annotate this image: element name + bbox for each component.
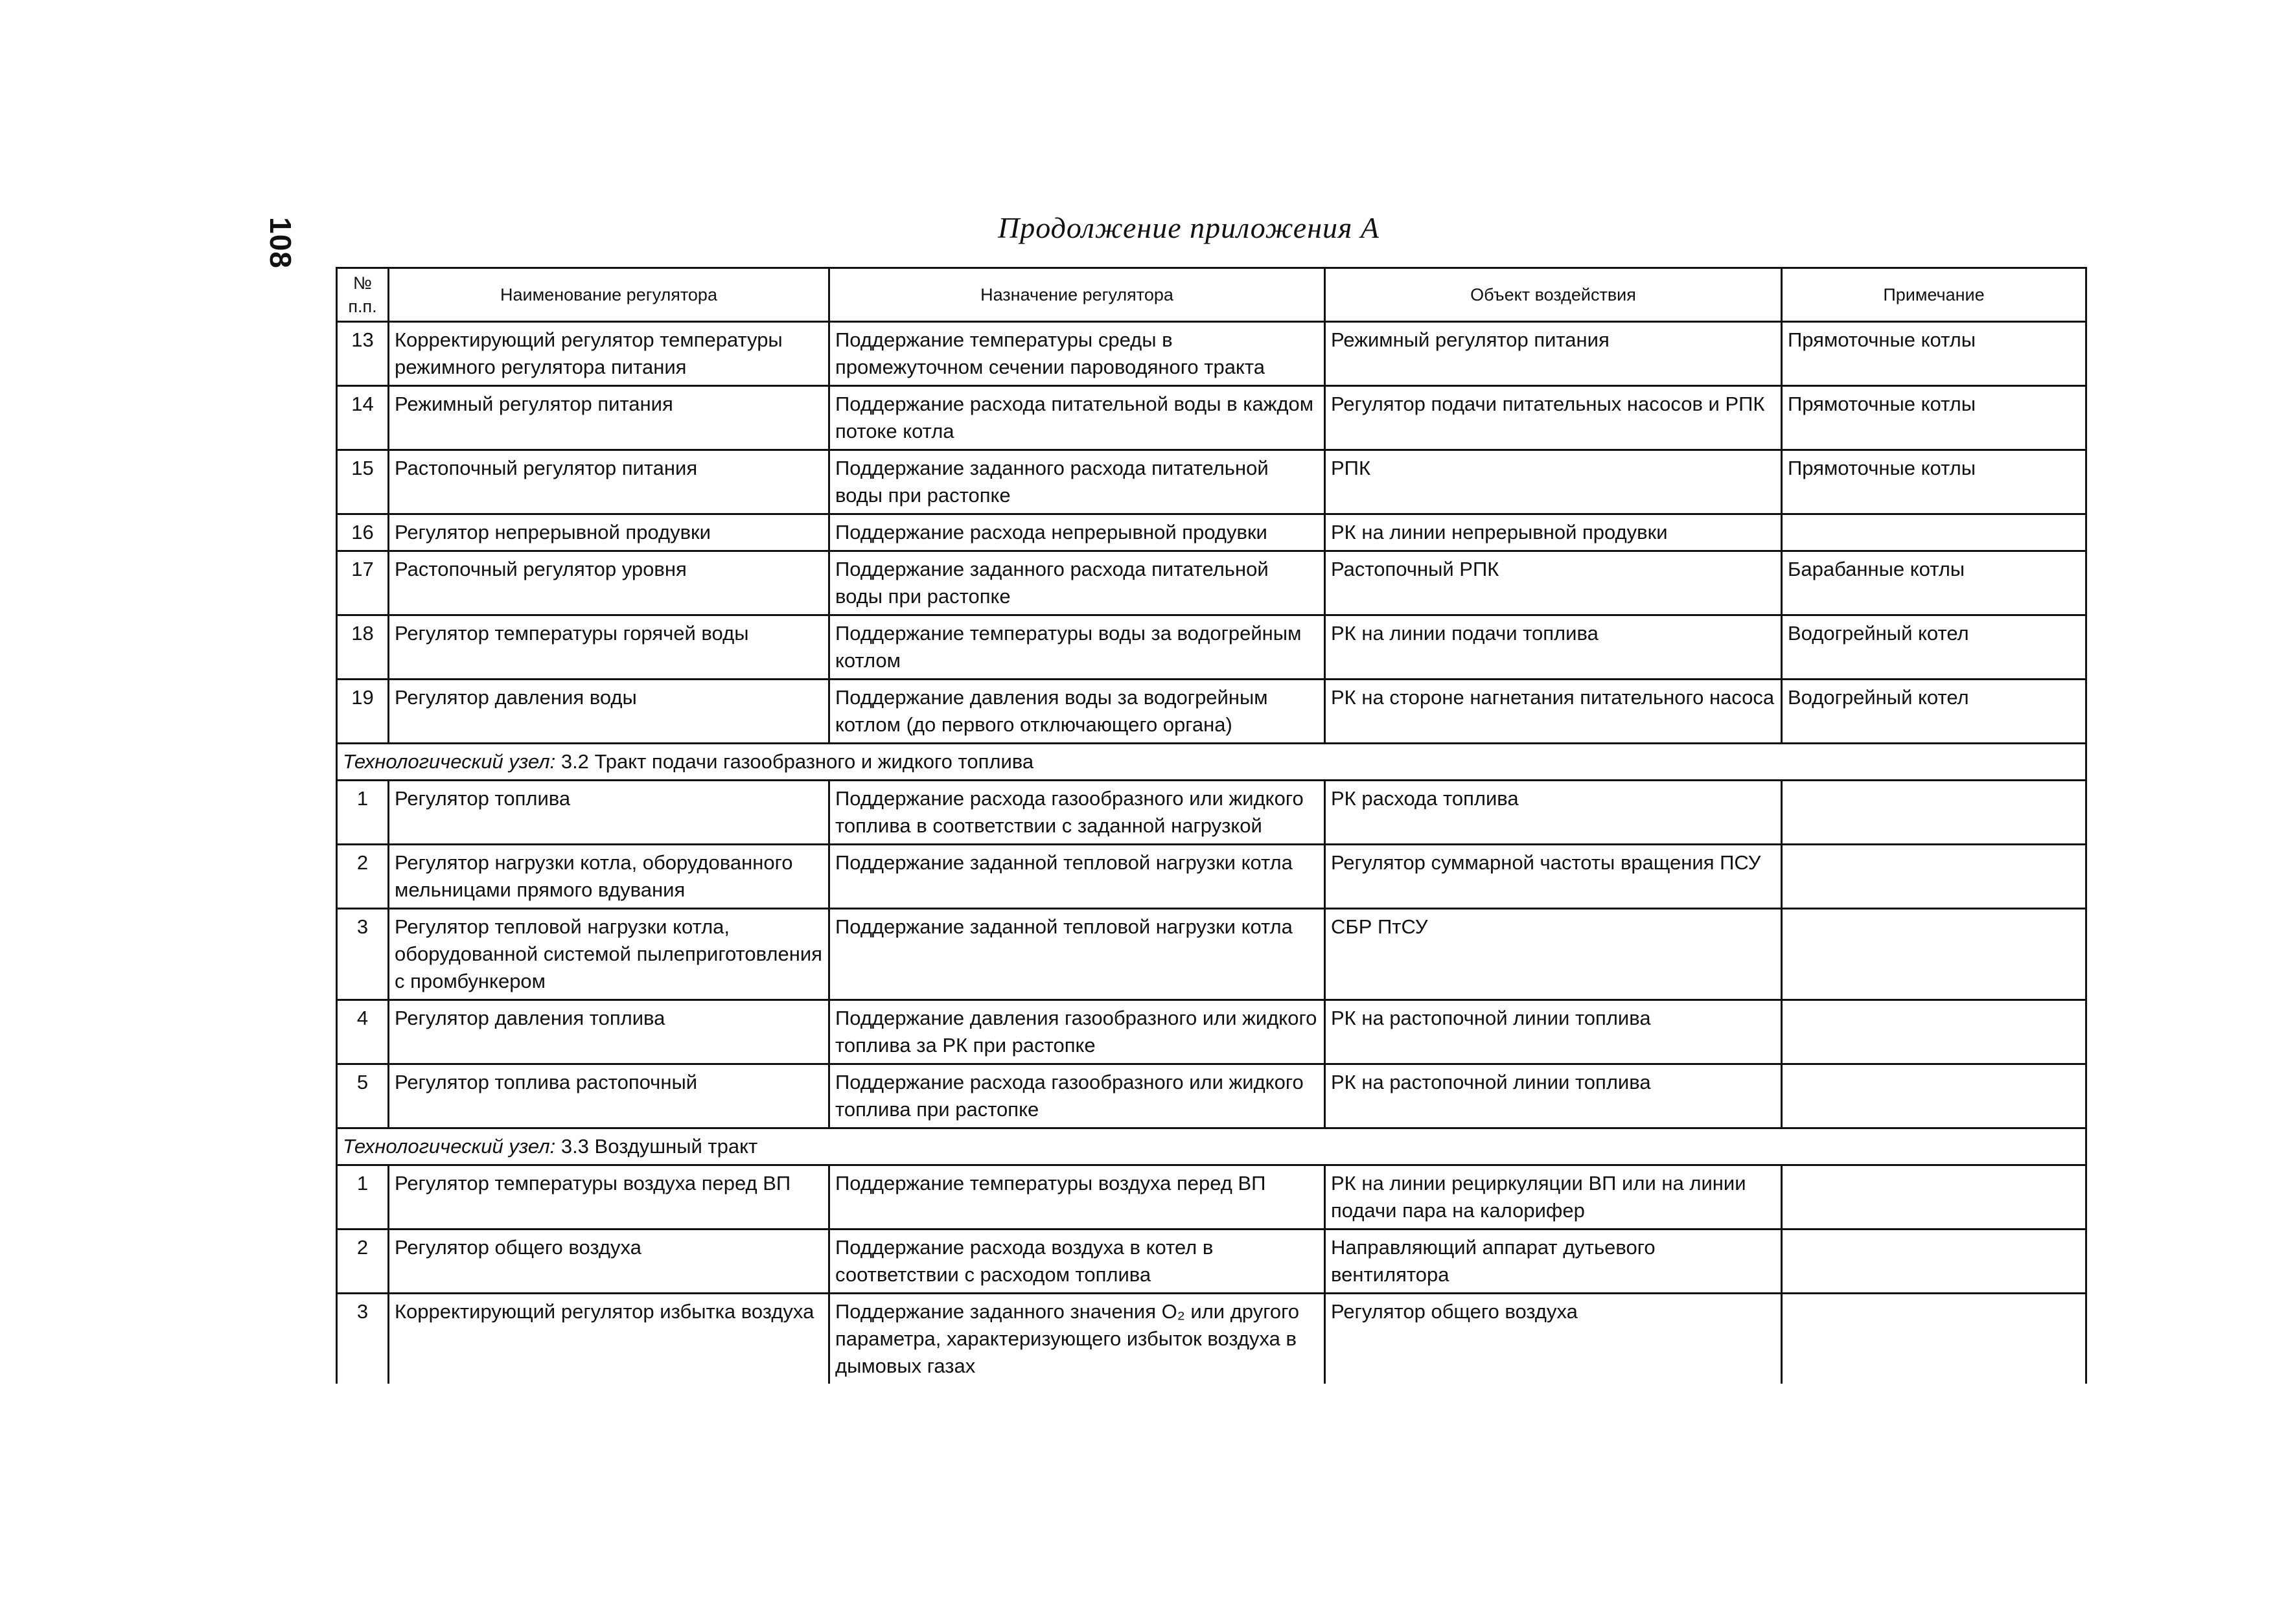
section-title: 3.2 Тракт подачи газообразного и жидкого топлива — [560, 750, 1034, 773]
row-purpose: Поддержание заданной тепловой нагрузки котла — [829, 909, 1325, 1000]
row-purpose: Поддержание расхода воздуха в котел в соответствии с расходом топлива — [829, 1229, 1325, 1294]
row-note — [1782, 1064, 2086, 1128]
table-row — [337, 1000, 2086, 1064]
row-name: Корректирующий регулятор избытка воздуха — [389, 1294, 829, 1384]
row-name: Регулятор нагрузки котла, оборудованного мельницами прямого вдувания — [389, 845, 829, 909]
row-purpose: Поддержание расхода непрерывной продувки — [829, 514, 1325, 551]
row-object: РК на стороне нагнетания питательного насоса — [1325, 680, 1782, 744]
row-object: РК на растопочной линии топлива — [1325, 1064, 1782, 1128]
row-purpose: Поддержание заданного расхода питательной воды при растопке — [829, 450, 1325, 514]
table-row — [337, 781, 2086, 845]
section-title: 3.3 Воздушный тракт — [560, 1135, 758, 1158]
row-purpose: Поддержание заданного значения O₂ или другого параметра, характеризующего избыток воздуха в дымовых газах — [829, 1294, 1325, 1384]
table-row — [337, 1294, 2086, 1384]
table-row — [337, 1229, 2086, 1294]
row-num: 17 — [337, 551, 389, 615]
row-note — [1782, 1000, 2086, 1064]
header-object: Объект воздействия — [1325, 268, 1782, 322]
row-num: 13 — [337, 322, 389, 386]
row-name: Регулятор температуры воздуха перед ВП — [389, 1165, 829, 1229]
table-row — [337, 551, 2086, 615]
section-row — [337, 744, 2086, 781]
table-row — [337, 845, 2086, 909]
header-purpose: Назначение регулятора — [829, 268, 1325, 322]
row-purpose: Поддержание температуры воды за водогрейным котлом — [829, 615, 1325, 680]
row-object: Регулятор суммарной частоты вращения ПСУ — [1325, 845, 1782, 909]
row-object: Регулятор подачи питательных насосов и РПК — [1325, 386, 1782, 450]
row-note: Прямоточные котлы — [1782, 450, 2086, 514]
row-note — [1782, 845, 2086, 909]
table-row — [337, 1165, 2086, 1229]
header-note: Примечание — [1782, 268, 2086, 322]
row-note — [1782, 514, 2086, 551]
row-object: РК расхода топлива — [1325, 781, 1782, 845]
row-note — [1782, 1229, 2086, 1294]
row-purpose: Поддержание давления газообразного или жидкого топлива за РК при растопке — [829, 1000, 1325, 1064]
row-object: РК на линии непрерывной продувки — [1325, 514, 1782, 551]
row-purpose: Поддержание температуры воздуха перед ВП — [829, 1165, 1325, 1229]
row-num: 14 — [337, 386, 389, 450]
row-note — [1782, 1294, 2086, 1384]
header-name: Наименование регулятора — [389, 268, 829, 322]
table-row — [337, 450, 2086, 514]
row-purpose: Поддержание температуры среды в промежуточном сечении пароводяного тракта — [829, 322, 1325, 386]
section-label: Технологический узел: — [343, 750, 556, 773]
page-caption: Продолжение приложения А — [998, 211, 1380, 244]
row-purpose: Поддержание давления воды за водогрейным котлом (до первого отключающего органа) — [829, 680, 1325, 744]
row-num: 1 — [337, 1165, 389, 1229]
section-heading — [337, 1128, 2086, 1165]
row-num: 2 — [337, 1229, 389, 1294]
row-num: 16 — [337, 514, 389, 551]
row-num: 15 — [337, 450, 389, 514]
row-name: Регулятор давления воды — [389, 680, 829, 744]
row-note: Прямоточные котлы — [1782, 322, 2086, 386]
row-name: Корректирующий регулятор температуры режимного регулятора питания — [389, 322, 829, 386]
row-object: РК на линии подачи топлива — [1325, 615, 1782, 680]
row-purpose: Поддержание заданной тепловой нагрузки котла — [829, 845, 1325, 909]
row-note: Водогрейный котел — [1782, 615, 2086, 680]
row-note: Прямоточные котлы — [1782, 386, 2086, 450]
row-purpose: Поддержание расхода питательной воды в каждом потоке котла — [829, 386, 1325, 450]
row-purpose: Поддержание расхода газообразного или жидкого топлива при растопке — [829, 1064, 1325, 1128]
table-row — [337, 680, 2086, 744]
row-name: Регулятор давления топлива — [389, 1000, 829, 1064]
row-object: РК на линии рециркуляции ВП или на линии подачи пара на калорифер — [1325, 1165, 1782, 1229]
row-name: Регулятор топлива — [389, 781, 829, 845]
row-name: Регулятор непрерывной продувки — [389, 514, 829, 551]
row-num: 5 — [337, 1064, 389, 1128]
row-name: Растопочный регулятор уровня — [389, 551, 829, 615]
row-note — [1782, 909, 2086, 1000]
row-num: 1 — [337, 781, 389, 845]
row-object: Режимный регулятор питания — [1325, 322, 1782, 386]
table-row — [337, 615, 2086, 680]
row-name: Режимный регулятор питания — [389, 386, 829, 450]
row-num: 18 — [337, 615, 389, 680]
header-num: № п.п. — [337, 268, 389, 322]
table-row — [337, 322, 2086, 386]
section-label: Технологический узел: — [343, 1135, 556, 1158]
row-note: Водогрейный котел — [1782, 680, 2086, 744]
row-name: Растопочный регулятор питания — [389, 450, 829, 514]
row-object: Регулятор общего воздуха — [1325, 1294, 1782, 1384]
row-name: Регулятор тепловой нагрузки котла, оборудованной системой пылеприготовления с промбункером — [389, 909, 829, 1000]
table-row — [337, 1064, 2086, 1128]
section-row — [337, 1128, 2086, 1165]
row-note — [1782, 781, 2086, 845]
row-note — [1782, 1165, 2086, 1229]
row-num: 3 — [337, 909, 389, 1000]
table-row — [337, 909, 2086, 1000]
row-num: 19 — [337, 680, 389, 744]
row-object: Растопочный РПК — [1325, 551, 1782, 615]
row-object: Направляющий аппарат дутьевого вентилятора — [1325, 1229, 1782, 1294]
table-row — [337, 514, 2086, 551]
row-purpose: Поддержание расхода газообразного или жидкого топлива в соответствии с заданной нагрузкой — [829, 781, 1325, 845]
row-object: РПК — [1325, 450, 1782, 514]
section-heading — [337, 744, 2086, 781]
row-object: РК на растопочной линии топлива — [1325, 1000, 1782, 1064]
regulators-table — [336, 267, 2087, 1384]
row-note: Барабанные котлы — [1782, 551, 2086, 615]
page-number: 108 — [264, 217, 297, 269]
row-name: Регулятор температуры горячей воды — [389, 615, 829, 680]
row-name: Регулятор общего воздуха — [389, 1229, 829, 1294]
row-num: 3 — [337, 1294, 389, 1384]
row-num: 4 — [337, 1000, 389, 1064]
row-num: 2 — [337, 845, 389, 909]
table-row — [337, 386, 2086, 450]
row-name: Регулятор топлива растопочный — [389, 1064, 829, 1128]
row-purpose: Поддержание заданного расхода питательной воды при растопке — [829, 551, 1325, 615]
row-object: СБР ПтСУ — [1325, 909, 1782, 1000]
